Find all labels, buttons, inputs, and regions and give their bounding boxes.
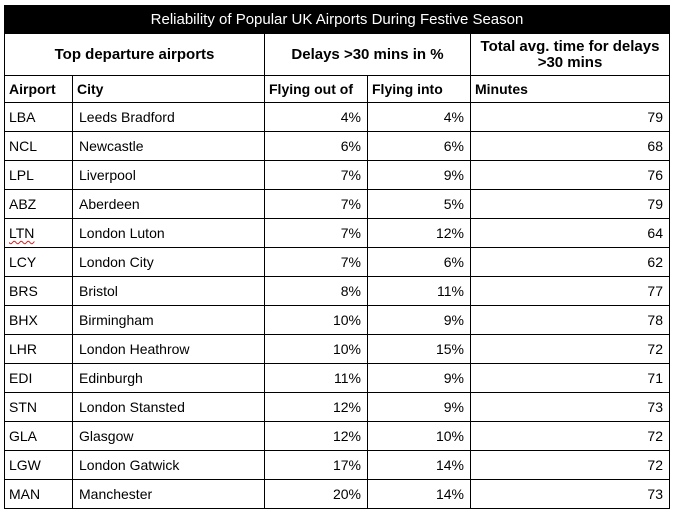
- table-row: [5, 364, 670, 393]
- airport-table-container: [4, 5, 669, 509]
- city-cell: London Stansted: [73, 393, 265, 422]
- city-cell: London City: [73, 248, 265, 277]
- airport-code-cell: LTN: [5, 219, 73, 248]
- airport-code-cell: ABZ: [5, 190, 73, 219]
- minutes-cell: 79: [471, 190, 670, 219]
- airport-code-cell: BRS: [5, 277, 73, 306]
- minutes-cell: 77: [471, 277, 670, 306]
- column-header-city: City: [73, 76, 265, 103]
- airport-code-cell: EDI: [5, 364, 73, 393]
- flying-out-cell: 12%: [265, 393, 368, 422]
- flying-out-cell: 7%: [265, 248, 368, 277]
- table-row: [5, 422, 670, 451]
- flying-into-cell: 14%: [368, 480, 471, 509]
- column-header-flying-out: Flying out of: [265, 76, 368, 103]
- city-cell: Birmingham: [73, 306, 265, 335]
- table-row: [5, 103, 670, 132]
- minutes-cell: 73: [471, 393, 670, 422]
- column-header-flying-into: Flying into: [368, 76, 471, 103]
- city-cell: London Gatwick: [73, 451, 265, 480]
- minutes-cell: 72: [471, 422, 670, 451]
- table-row: [5, 393, 670, 422]
- flying-out-cell: 7%: [265, 219, 368, 248]
- table-row: [5, 161, 670, 190]
- minutes-cell: 71: [471, 364, 670, 393]
- flying-into-cell: 6%: [368, 248, 471, 277]
- city-cell: Leeds Bradford: [73, 103, 265, 132]
- flying-out-cell: 17%: [265, 451, 368, 480]
- flying-into-cell: 6%: [368, 132, 471, 161]
- flying-into-cell: 10%: [368, 422, 471, 451]
- table-row: [5, 248, 670, 277]
- minutes-cell: 76: [471, 161, 670, 190]
- city-cell: Bristol: [73, 277, 265, 306]
- flying-into-cell: 14%: [368, 451, 471, 480]
- flying-out-cell: 20%: [265, 480, 368, 509]
- flying-out-cell: 12%: [265, 422, 368, 451]
- city-cell: London Luton: [73, 219, 265, 248]
- table-row: [5, 219, 670, 248]
- minutes-cell: 79: [471, 103, 670, 132]
- city-cell: Newcastle: [73, 132, 265, 161]
- airport-code-cell: LHR: [5, 335, 73, 364]
- airport-code-cell: LBA: [5, 103, 73, 132]
- flying-into-cell: 12%: [368, 219, 471, 248]
- flying-into-cell: 9%: [368, 393, 471, 422]
- flying-out-cell: 7%: [265, 190, 368, 219]
- airport-code-cell: STN: [5, 393, 73, 422]
- airport-reliability-table: [4, 5, 670, 509]
- group-header-delays: Delays >30 mins in %: [265, 34, 471, 76]
- minutes-cell: 78: [471, 306, 670, 335]
- table-row: [5, 306, 670, 335]
- airport-code-cell: BHX: [5, 306, 73, 335]
- flying-into-cell: 9%: [368, 364, 471, 393]
- flying-out-cell: 10%: [265, 335, 368, 364]
- airport-code-cell: NCL: [5, 132, 73, 161]
- city-cell: Liverpool: [73, 161, 265, 190]
- group-header-departure: Top departure airports: [5, 34, 265, 76]
- flying-into-cell: 11%: [368, 277, 471, 306]
- flying-into-cell: 9%: [368, 161, 471, 190]
- table-body: [5, 103, 670, 509]
- city-cell: Manchester: [73, 480, 265, 509]
- column-header-minutes: Minutes: [471, 76, 670, 103]
- minutes-cell: 62: [471, 248, 670, 277]
- flying-out-cell: 11%: [265, 364, 368, 393]
- table-row: [5, 451, 670, 480]
- city-cell: Glasgow: [73, 422, 265, 451]
- minutes-cell: 68: [471, 132, 670, 161]
- flying-out-cell: 8%: [265, 277, 368, 306]
- flying-out-cell: 6%: [265, 132, 368, 161]
- airport-code-cell: LCY: [5, 248, 73, 277]
- flying-out-cell: 7%: [265, 161, 368, 190]
- table-row: [5, 190, 670, 219]
- flying-into-cell: 4%: [368, 103, 471, 132]
- city-cell: Edinburgh: [73, 364, 265, 393]
- flying-into-cell: 5%: [368, 190, 471, 219]
- airport-code-cell: GLA: [5, 422, 73, 451]
- minutes-cell: 72: [471, 335, 670, 364]
- table-title: Reliability of Popular UK Airports During Festive Season: [5, 6, 670, 34]
- minutes-cell: 72: [471, 451, 670, 480]
- flying-into-cell: 15%: [368, 335, 471, 364]
- table-row: [5, 132, 670, 161]
- airport-code-cell: LGW: [5, 451, 73, 480]
- group-header-avg-time: Total avg. time for delays >30 mins: [471, 34, 670, 76]
- airport-code-cell: MAN: [5, 480, 73, 509]
- table-row: [5, 277, 670, 306]
- minutes-cell: 64: [471, 219, 670, 248]
- minutes-cell: 73: [471, 480, 670, 509]
- flying-into-cell: 9%: [368, 306, 471, 335]
- city-cell: London Heathrow: [73, 335, 265, 364]
- column-header-airport: Airport: [5, 76, 73, 103]
- flying-out-cell: 4%: [265, 103, 368, 132]
- table-row: [5, 480, 670, 509]
- city-cell: Aberdeen: [73, 190, 265, 219]
- flying-out-cell: 10%: [265, 306, 368, 335]
- airport-code-cell: LPL: [5, 161, 73, 190]
- table-row: [5, 335, 670, 364]
